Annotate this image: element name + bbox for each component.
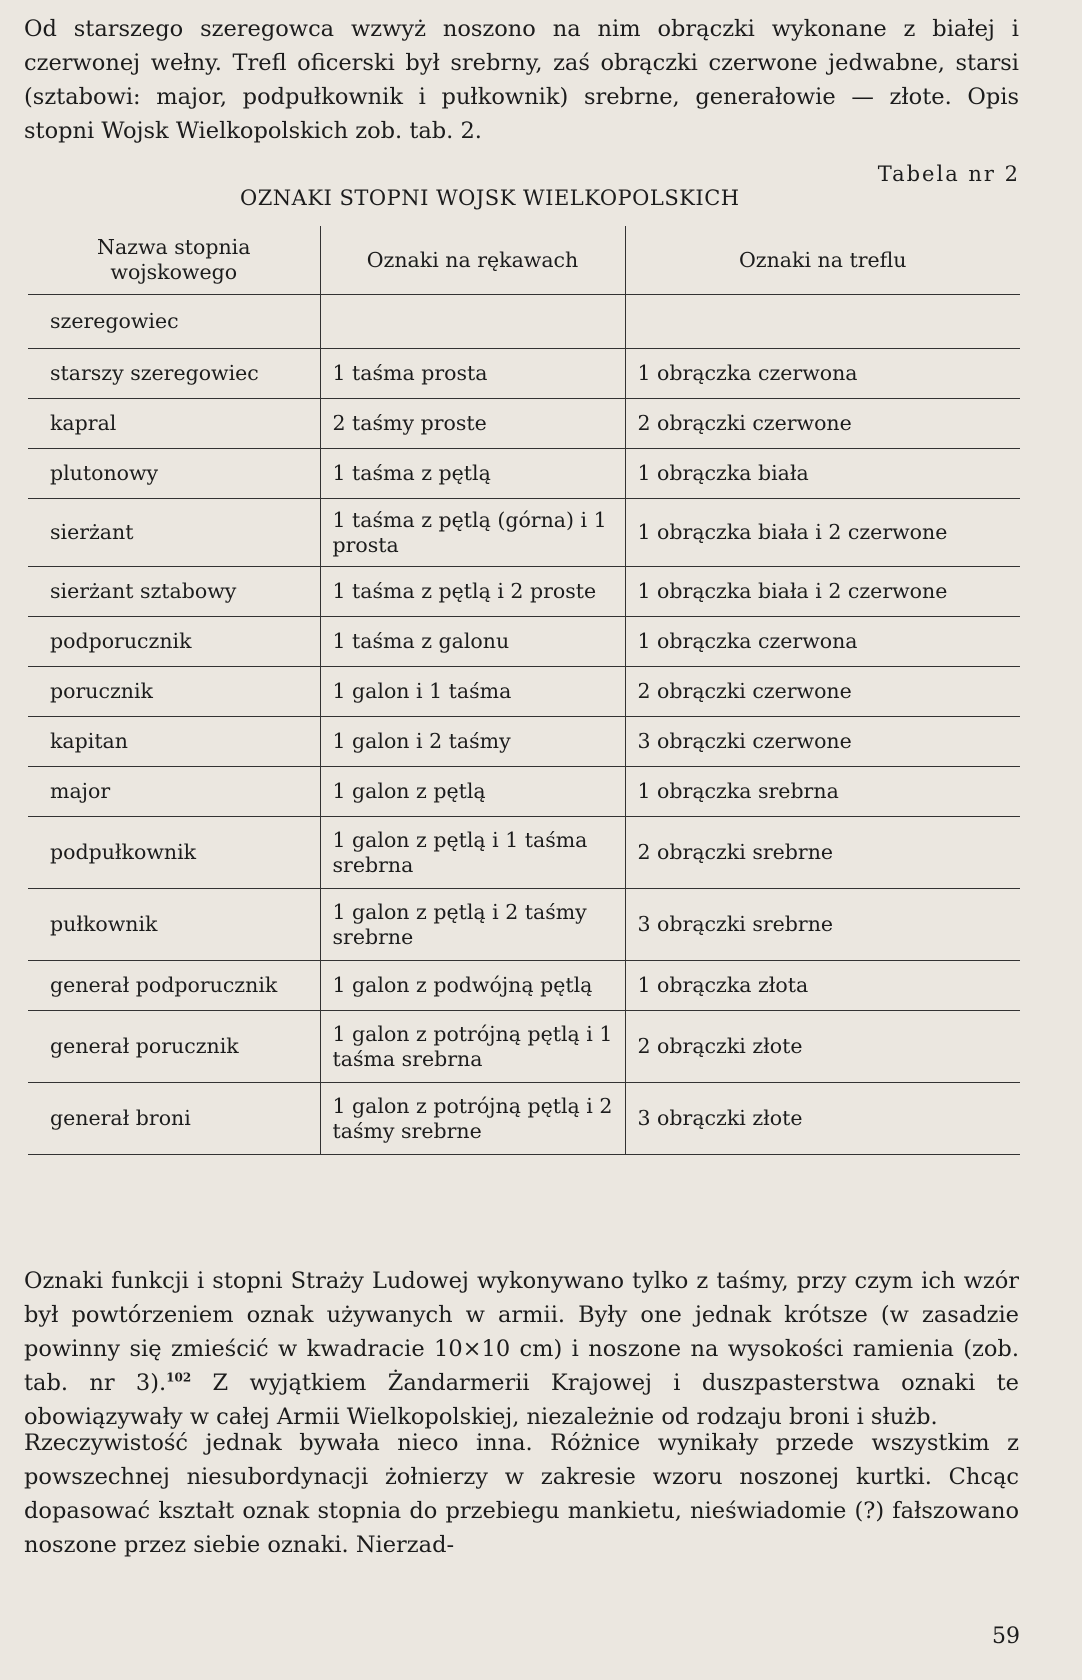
rank-name-cell: kapitan [28, 717, 320, 767]
sleeve-insignia-cell: 1 galon z pętlą i 1 taśma srebrna [320, 817, 625, 889]
trefoil-insignia-cell: 2 obrączki czerwone [625, 399, 1020, 449]
table-row [28, 399, 1020, 449]
rank-name-cell: podporucznik [28, 617, 320, 667]
paragraph-text: Oznaki funkcji i stopni Straży Ludowej wykonywano tylko z taśmy, przy czym ich wzór był powtórzeniem oznak używanych w armii. Były one jednak krótsze (w zasadzie powinny się zmieścić w kwadracie 10×10 cm) i noszone na wysokości ramienia (zob. tab. nr 3). [24, 1268, 1019, 1396]
rank-name-cell: kapral [28, 399, 320, 449]
rank-insignia-table [28, 226, 1020, 1155]
table-title: OZNAKI STOPNI WOJSK WIELKOPOLSKICH [240, 186, 740, 210]
rank-name-cell: generał broni [28, 1083, 320, 1155]
trefoil-insignia-cell: 2 obrączki srebrne [625, 817, 1020, 889]
trefoil-insignia-cell: 3 obrączki złote [625, 1083, 1020, 1155]
rank-name-cell: sierżant sztabowy [28, 567, 320, 617]
sleeve-insignia-cell: 1 galon i 2 taśmy [320, 717, 625, 767]
sleeve-insignia-cell: 1 galon z potrójną pętlą i 1 taśma srebrna [320, 1011, 625, 1083]
rank-name-cell: sierżant [28, 499, 320, 567]
table-row [28, 767, 1020, 817]
table-row [28, 717, 1020, 767]
header-trefoil-insignia: Oznaki na treflu [625, 226, 1020, 295]
table-label: Tabela nr 2 [877, 162, 1020, 186]
trefoil-insignia-cell: 2 obrączki złote [625, 1011, 1020, 1083]
paragraph-text: Z wyjątkiem Żandarmerii Krajowej i duszpasterstwa oznaki te obowiązywały w całej Armii Wielkopolskiej, niezależnie od rodzaju broni i służb. [24, 1370, 1020, 1430]
sleeve-insignia-cell: 1 taśma z pętlą [320, 449, 625, 499]
table-row [28, 567, 1020, 617]
trefoil-insignia-cell: 1 obrączka biała [625, 449, 1020, 499]
guard-insignia-paragraph [24, 1264, 1019, 1434]
table-row [28, 961, 1020, 1011]
sleeve-insignia-cell: 1 galon i 1 taśma [320, 667, 625, 717]
rank-name-cell: generał porucznik [28, 1011, 320, 1083]
sleeve-insignia-cell: 1 galon z potrójną pętlą i 2 taśmy srebrne [320, 1083, 625, 1155]
page-number: 59 [992, 1624, 1020, 1649]
table-header-row [28, 226, 1020, 295]
sleeve-insignia-cell [320, 295, 625, 349]
rank-name-cell: generał podporucznik [28, 961, 320, 1011]
table-row [28, 349, 1020, 399]
intro-paragraph: Od starszego szeregowca wzwyż noszono na nim obrączki wykonane z białej i czerwonej wełny. Trefl oficerski był srebrny, zaś obrączki czerwone jedwabne, starsi (sztabowi: major, podpułkownik i pułkownik) srebrne, generałowie — złote. Opis stopni Wojsk Wielkopolskich zob. tab. 2. [24, 16, 1019, 144]
table-row [28, 295, 1020, 349]
trefoil-insignia-cell: 1 obrączka czerwona [625, 349, 1020, 399]
rank-name-cell: pułkownik [28, 889, 320, 961]
sleeve-insignia-cell: 1 taśma prosta [320, 349, 625, 399]
rank-name-cell: plutonowy [28, 449, 320, 499]
sleeve-insignia-cell: 2 taśmy proste [320, 399, 625, 449]
sleeve-insignia-cell: 1 galon z podwójną pętlą [320, 961, 625, 1011]
table-row [28, 889, 1020, 961]
trefoil-insignia-cell: 1 obrączka biała i 2 czerwone [625, 499, 1020, 567]
trefoil-insignia-cell: 1 obrączka srebrna [625, 767, 1020, 817]
table-row [28, 1011, 1020, 1083]
sleeve-insignia-cell: 1 taśma z pętlą i 2 proste [320, 567, 625, 617]
table-row [28, 499, 1020, 567]
trefoil-insignia-cell: 3 obrączki czerwone [625, 717, 1020, 767]
trefoil-insignia-cell: 1 obrączka czerwona [625, 617, 1020, 667]
reality-paragraph: Rzeczywistość jednak bywała nieco inna. Różnice wynikały przede wszystkim z powszechnej niesubordynacji żołnierzy w zakresie wzoru noszonej kurtki. Chcąc dopasować kształt oznak stopnia do przebiegu mankietu, nieświadomie (?) fałszowano noszone przez siebie oznaki. Nierzad- [24, 1430, 1019, 1558]
sleeve-insignia-cell: 1 galon z pętlą i 2 taśmy srebrne [320, 889, 625, 961]
sleeve-insignia-cell: 1 taśma z pętlą (górna) i 1 prosta [320, 499, 625, 567]
table-row [28, 1083, 1020, 1155]
sleeve-insignia-cell: 1 galon z pętlą [320, 767, 625, 817]
table-row [28, 667, 1020, 717]
table-row [28, 817, 1020, 889]
trefoil-insignia-cell: 3 obrączki srebrne [625, 889, 1020, 961]
trefoil-insignia-cell: 1 obrączka biała i 2 czerwone [625, 567, 1020, 617]
rank-name-cell: szeregowiec [28, 295, 320, 349]
rank-name-cell: porucznik [28, 667, 320, 717]
footnote-marker: 102 [166, 1370, 192, 1385]
trefoil-insignia-cell [625, 295, 1020, 349]
sleeve-insignia-cell: 1 taśma z galonu [320, 617, 625, 667]
trefoil-insignia-cell: 2 obrączki czerwone [625, 667, 1020, 717]
rank-name-cell: starszy szeregowiec [28, 349, 320, 399]
trefoil-insignia-cell: 1 obrączka złota [625, 961, 1020, 1011]
rank-name-cell: major [28, 767, 320, 817]
table-row [28, 449, 1020, 499]
table-row [28, 617, 1020, 667]
header-sleeve-insignia: Oznaki na rękawach [320, 226, 625, 295]
rank-name-cell: podpułkownik [28, 817, 320, 889]
header-rank-name: Nazwa stopnia wojskowego [28, 226, 320, 295]
